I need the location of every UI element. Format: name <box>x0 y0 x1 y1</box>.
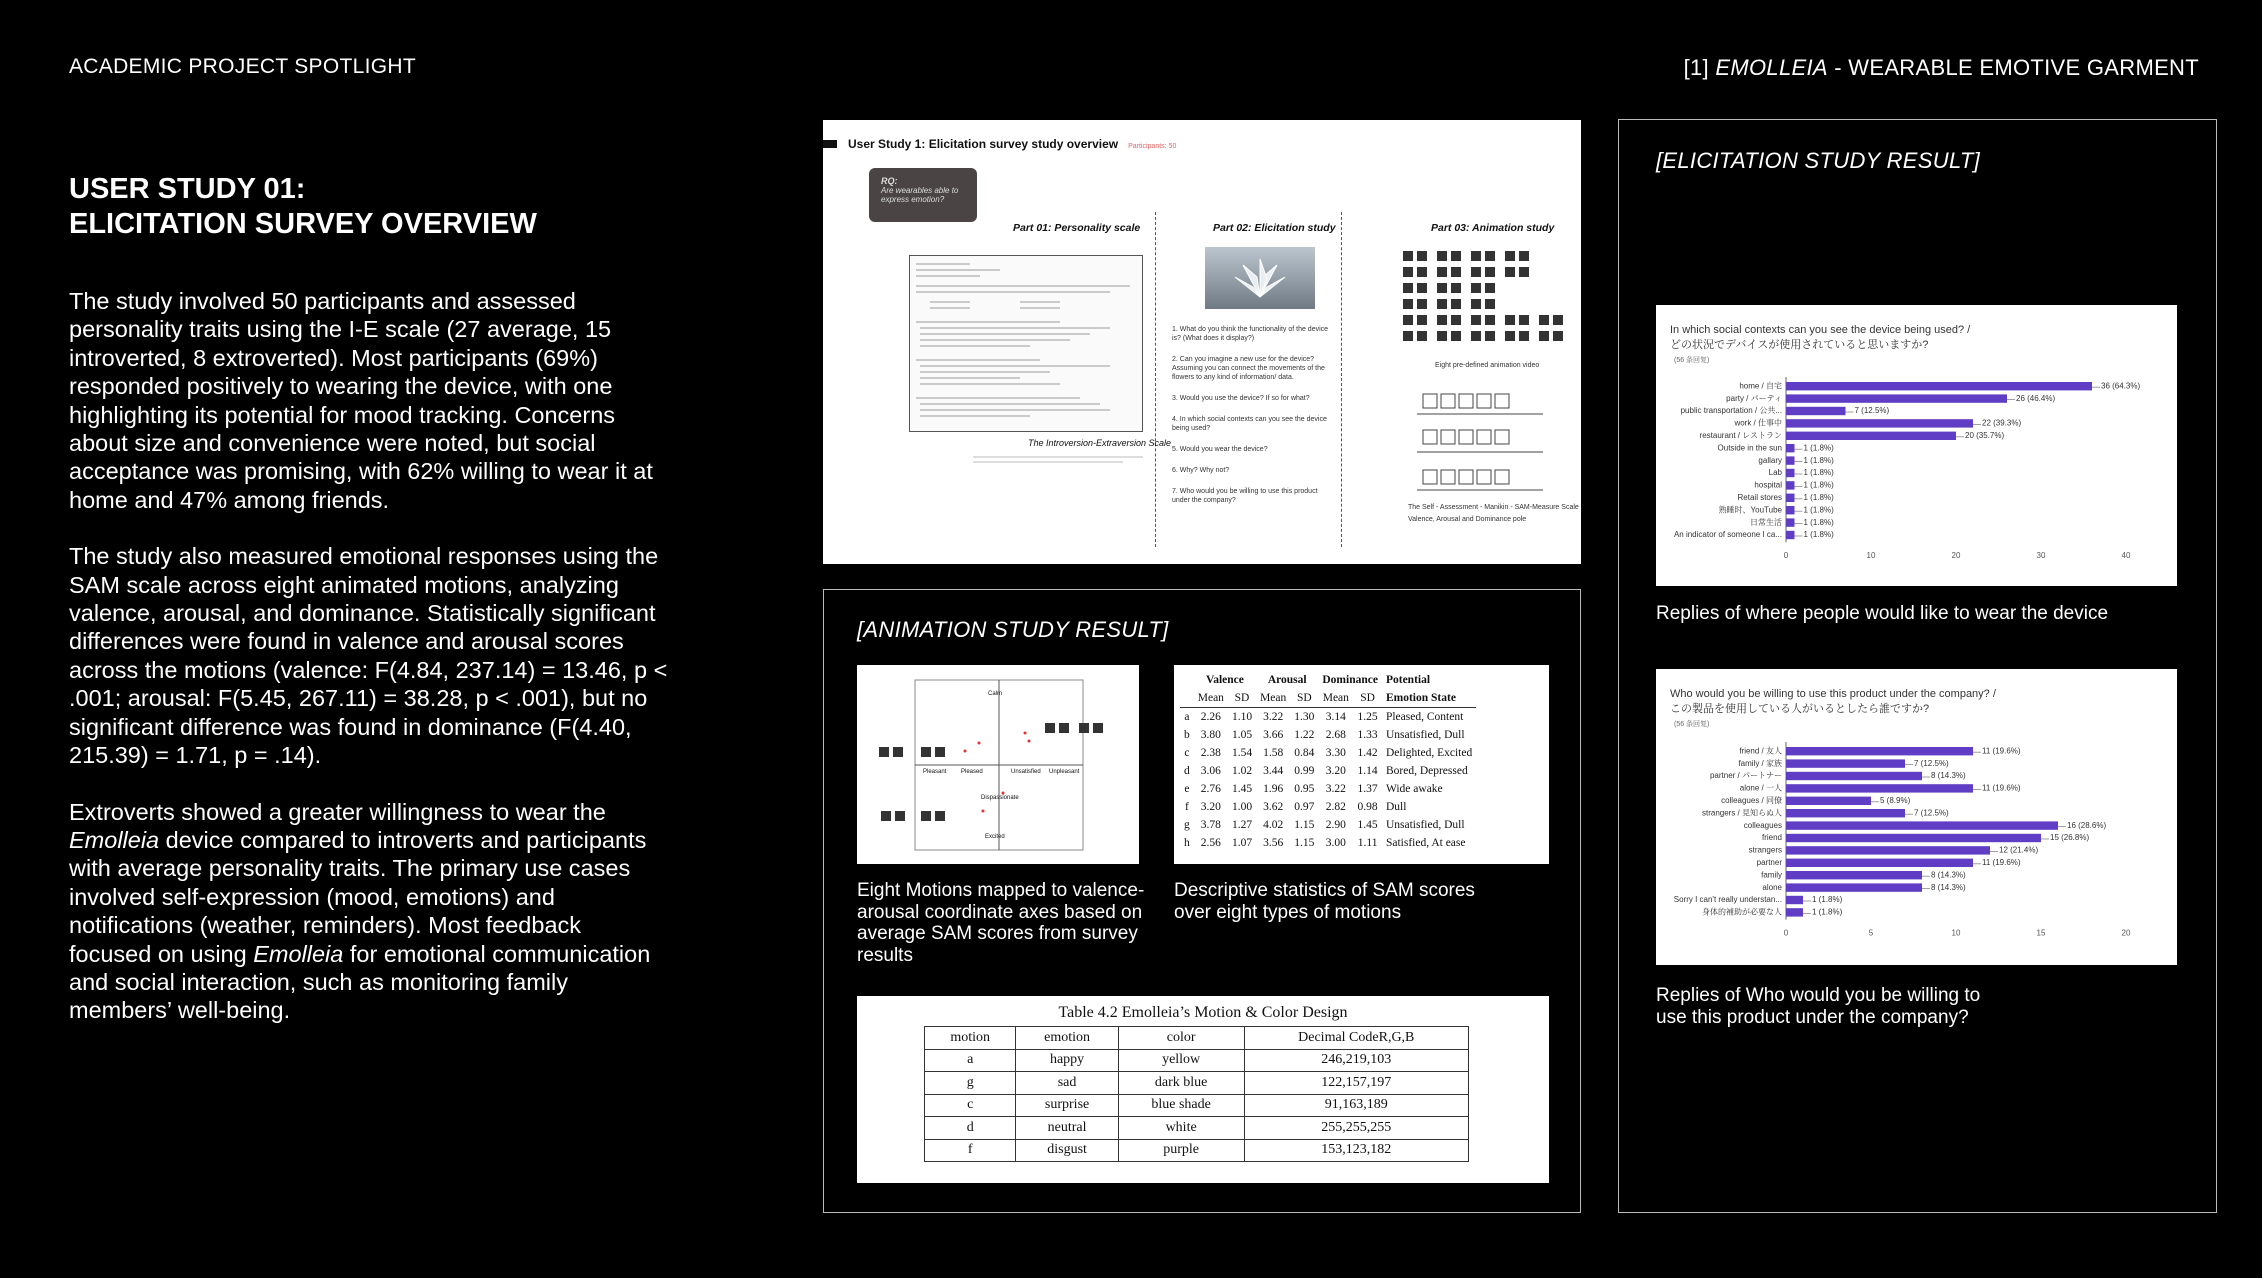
sam-statistics-card <box>1174 665 1549 864</box>
chart-bar <box>1786 834 2041 842</box>
sam-value: 0.84 <box>1294 747 1315 759</box>
chart-category-label: partner / パートナー <box>1709 771 1782 781</box>
chart-tick-label: 20 <box>1951 551 1961 561</box>
slide-participants: Participants: 50 <box>1128 143 1177 150</box>
question-1: 1. What do you think the functionality of the device is? (What does it display?) <box>1172 326 1329 342</box>
chart-title: Who would you be willing to use this product under the company? / <box>1670 688 1996 700</box>
sam-value: 3.62 <box>1263 801 1284 813</box>
chart-value-label: 1 (1.8%) <box>1803 493 1834 503</box>
chart-value-label: 1 (1.8%) <box>1803 455 1834 465</box>
sam-motion-id: a <box>1184 711 1190 723</box>
section-title-line2: ELICITATION SURVEY OVERVIEW <box>69 208 537 240</box>
chart-category-label: partner <box>1756 858 1782 868</box>
header-right-suffix: - WEARABLE EMOTIVE GARMENT <box>1827 55 2199 80</box>
sam-motion-id: b <box>1184 729 1190 741</box>
p3-emolleia-2: Emolleia <box>253 940 344 967</box>
va-right-label-1: Unsatisfied <box>1011 769 1041 775</box>
chart-tick-label: 10 <box>1866 551 1876 561</box>
sam-value: 1.15 <box>1294 819 1315 831</box>
sam-value: 3.44 <box>1263 765 1284 777</box>
chart-tick-label: 30 <box>2036 551 2046 561</box>
sam-table-row <box>1180 744 1476 762</box>
motion-header-row <box>925 1027 1469 1050</box>
motion-table-cell: 153,123,182 <box>1244 1139 1468 1162</box>
va-left-label-2: Pleased <box>961 769 983 775</box>
body-paragraph-1: The study involved 50 participants and assessed personality traits using the I-E scale (27 average, 15 introverted, 8 extroverted). Most participants (69%) responded positively to wearing the device, with one highlighting its potential for mood tracking. Concerns about size and convenience were noted, but social acceptance was promising, with 62% willing to wear it at home and 47% among friends. <box>69 288 653 513</box>
question-4: 4. In which social contexts can you see the device being used? <box>1172 416 1327 432</box>
sam-emotion-state: Pleased, Content <box>1385 711 1464 723</box>
sam-value: 0.98 <box>1357 801 1378 813</box>
chart-category-label: colleagues / 同僚 <box>1721 796 1782 806</box>
chart-bar <box>1786 883 1922 891</box>
chart-category-label: hospital <box>1754 480 1782 490</box>
question-6: 6. Why? Why not? <box>1172 467 1230 474</box>
part2-label: Part 02: Elicitation study <box>1213 222 1336 234</box>
chart-value-label: 7 (12.5%) <box>1914 808 1949 818</box>
chart-tick-label: 10 <box>1951 928 1961 938</box>
chart-bar <box>1786 419 1973 427</box>
rq-box <box>869 168 977 222</box>
sam-value: 1.14 <box>1357 765 1378 777</box>
sam-value: 1.05 <box>1231 729 1253 741</box>
elicitation-questions <box>1172 325 1332 505</box>
sam-value: 3.56 <box>1263 837 1284 849</box>
sam-table-row <box>1180 780 1476 798</box>
company-caption: Replies of Who would you be willing to use this product under the company? <box>1656 985 1981 1028</box>
sam-sub-header: Mean <box>1197 692 1224 704</box>
chart-value-label: 1 (1.8%) <box>1803 480 1834 490</box>
sam-sub-header: Mean <box>1260 692 1287 704</box>
chart-category-label: 日常生活 <box>1750 517 1782 527</box>
social-context-caption: Replies of where people would like to wear the device <box>1656 603 2109 624</box>
motion-table-cell: purple <box>1118 1139 1244 1162</box>
va-right-label-2: Unpleasant <box>1049 769 1080 775</box>
chart-bar <box>1786 784 1973 792</box>
motion-table-caption: Table 4.2 Emolleia’s Motion & Color Design <box>1058 1004 1348 1021</box>
chart-bar <box>1786 859 1973 867</box>
sam-value: 3.22 <box>1263 711 1284 723</box>
motion-table-cell: 91,163,189 <box>1244 1094 1468 1117</box>
va-bottom-label: Excited <box>985 834 1005 840</box>
chart-value-label: 36 (64.3%) <box>2101 381 2141 391</box>
sam-value: 1.15 <box>1294 837 1315 849</box>
sam-table-row <box>1180 726 1476 744</box>
section-title <box>69 172 537 242</box>
sam-table-caption: Descriptive statistics of SAM scores over eight types of motions <box>1174 880 1475 923</box>
sam-value: 2.26 <box>1200 711 1221 723</box>
sam-emotion-state: Unsatisfied, Dull <box>1385 819 1465 831</box>
sam-sub-header: SD <box>1234 692 1250 704</box>
chart-value-label: 16 (28.6%) <box>2067 820 2107 830</box>
questionnaire-thumbnail <box>909 255 1143 432</box>
motion-table-cell: neutral <box>1016 1117 1118 1140</box>
sam-emotion-state: Satisfied, At ease <box>1385 837 1466 849</box>
chart-tick-label: 0 <box>1783 928 1789 938</box>
sam-table-body <box>1180 708 1476 853</box>
sam-emotion-state: Delighted, Excited <box>1385 747 1473 759</box>
chart-bar <box>1786 896 1803 904</box>
va-left-label-1: Pleasant <box>923 769 947 775</box>
chart-category-label: alone <box>1762 882 1782 892</box>
chart-note: (56 条回复) <box>1674 357 1710 364</box>
chart-tick-label: 40 <box>2121 551 2131 561</box>
chart-title: In which social contexts can you see the device being used? / <box>1670 324 1971 336</box>
chart-bar <box>1786 759 1905 767</box>
va-top-label: Calm <box>988 691 1003 697</box>
sam-value: 1.37 <box>1357 783 1378 795</box>
motion-table-cell: 255,255,255 <box>1244 1117 1468 1140</box>
chart-bar <box>1786 518 1795 526</box>
study-overview-slide <box>823 120 1581 564</box>
chart-value-label: 1 (1.8%) <box>1812 895 1843 905</box>
sam-value: 0.95 <box>1294 783 1315 795</box>
sam-value: 0.97 <box>1294 801 1315 813</box>
motion-table-cell: f <box>925 1139 1016 1162</box>
motion-table-cell: disgust <box>1016 1139 1118 1162</box>
sam-group-valence: Valence <box>1205 674 1244 686</box>
motion-table-cell: blue shade <box>1118 1094 1244 1117</box>
sam-sub-header: SD <box>1296 692 1312 704</box>
sam-value: 1.30 <box>1294 711 1315 723</box>
sam-sub-header: Emotion State <box>1385 692 1456 704</box>
chart-category-label: strangers / 見知らぬ人 <box>1701 808 1782 818</box>
va-diagram-caption: Eight Motions mapped to valence-arousal coordinate axes based on average SAM scores from survey results <box>857 880 1145 966</box>
chart-value-label: 1 (1.8%) <box>1803 443 1834 453</box>
header-right-emphasis: EMOLLEIA <box>1715 55 1828 80</box>
motion-color-table <box>924 1026 1469 1162</box>
va-center-label: Dispassionate <box>981 795 1019 801</box>
chart-bar <box>1786 494 1795 502</box>
motion-table-cell: yellow <box>1118 1049 1244 1072</box>
chart-bar <box>1786 432 1956 440</box>
sam-emotion-state: Unsatisfied, Dull <box>1385 729 1465 741</box>
motion-table-cell: 122,157,197 <box>1244 1072 1468 1095</box>
chart-bar <box>1786 469 1795 477</box>
chart-value-label: 1 (1.8%) <box>1803 530 1834 540</box>
sam-value: 3.00 <box>1325 837 1346 849</box>
chart-tick-label: 5 <box>1868 928 1874 938</box>
sam-value: 1.45 <box>1231 783 1253 795</box>
chart-bar <box>1786 809 1905 817</box>
sam-value: 1.58 <box>1263 747 1284 759</box>
chart-bar <box>1786 407 1846 415</box>
motion-table-cell: happy <box>1016 1049 1118 1072</box>
chart-bar <box>1786 481 1795 489</box>
chart-bar <box>1786 821 2058 829</box>
chart-category-label: work / 仕事中 <box>1734 418 1782 428</box>
valence-arousal-diagram <box>857 665 1139 864</box>
question-2: 2. Can you imagine a new use for the device? Assuming you can connect the movements of the flowers to any kind of information/ data. <box>1172 356 1325 381</box>
question-7: 7. Who would you be willing to use this product under the company? <box>1172 488 1318 504</box>
flower-device-image <box>1205 247 1315 309</box>
body-paragraph-3 <box>69 798 669 1025</box>
motion-header: emotion <box>1016 1027 1118 1050</box>
sam-value: 3.06 <box>1200 765 1221 777</box>
sam-group-header-row <box>1180 671 1476 689</box>
slide-title <box>848 137 1176 151</box>
sam-motion-id: h <box>1184 837 1190 849</box>
chart-bar <box>1786 747 1973 755</box>
chart-bar <box>1786 846 1990 854</box>
motion-header: color <box>1118 1027 1244 1050</box>
sam-value: 2.38 <box>1200 747 1221 759</box>
sam-value: 1.22 <box>1294 729 1315 741</box>
animation-motions-grid <box>1403 248 1573 348</box>
sam-value: 3.66 <box>1263 729 1284 741</box>
sam-emotion-state: Dull <box>1385 801 1407 813</box>
sam-value: 3.20 <box>1200 801 1221 813</box>
motion-table-cell: 246,219,103 <box>1244 1049 1468 1072</box>
chart-value-label: 8 (14.3%) <box>1931 771 1966 781</box>
sam-value: 1.54 <box>1231 747 1253 759</box>
sam-value: 4.02 <box>1263 819 1284 831</box>
sam-manikin-scale <box>1403 390 1573 510</box>
questionnaire-lines <box>910 256 1142 431</box>
sam-table-row <box>1180 708 1476 727</box>
sam-value: 1.10 <box>1231 711 1253 723</box>
chart-category-label: alone / 一人 <box>1739 783 1782 793</box>
scale-title: The Introversion-Extraversion Scale <box>1028 438 1172 448</box>
sam-value: 1.07 <box>1231 837 1253 849</box>
sam-value: 3.78 <box>1200 819 1221 831</box>
question-3: 3. Would you use the device? If so for what? <box>1172 395 1310 402</box>
header-left-label: ACADEMIC PROJECT SPOTLIGHT <box>69 55 416 78</box>
chart-category-label: 身体的補助が必要な人 <box>1702 907 1782 917</box>
chart-value-label: 26 (46.4%) <box>2016 393 2056 403</box>
part3-label: Part 03: Animation study <box>1431 222 1555 234</box>
chart-category-label: Retail stores <box>1737 493 1782 503</box>
sam-value: 3.14 <box>1325 711 1346 723</box>
sam-value: 2.90 <box>1325 819 1346 831</box>
chart-category-label: strangers <box>1748 845 1782 855</box>
sam-value: 1.45 <box>1357 819 1378 831</box>
sam-value: 3.80 <box>1200 729 1221 741</box>
section-title-line1: USER STUDY 01: <box>69 173 306 205</box>
sam-value: 1.02 <box>1231 765 1253 777</box>
chart-category-label: gallary <box>1758 455 1782 465</box>
sam-value: 2.76 <box>1200 783 1221 795</box>
sam-emotion-state: Wide awake <box>1385 783 1443 795</box>
sam-emotion-state: Bored, Depressed <box>1385 765 1468 777</box>
motion-table-cell: a <box>925 1049 1016 1072</box>
scale-footnote-lines <box>973 454 1143 466</box>
motion-table-cell: dark blue <box>1118 1072 1244 1095</box>
chart-bar <box>1786 444 1795 452</box>
part1-label: Part 01: Personality scale <box>1013 222 1141 234</box>
motion-table-cell: white <box>1118 1117 1244 1140</box>
sam-value: 1.00 <box>1231 801 1253 813</box>
sam-value: 2.82 <box>1325 801 1346 813</box>
chart-category-label: 熟睡时、YouTube <box>1718 505 1782 515</box>
sam-value: 1.42 <box>1357 747 1378 759</box>
sam-group-dominance: Dominance <box>1322 674 1378 686</box>
animation-study-panel <box>823 589 1581 1213</box>
company-chart-svg <box>1656 669 2177 965</box>
chart-subtitle: どの状況でデバイスが使用されていると思いますか? <box>1670 339 1929 351</box>
chart-value-label: 20 (35.7%) <box>1965 431 2005 441</box>
sam-sub-header: Mean <box>1322 692 1349 704</box>
chart-bar <box>1786 456 1795 464</box>
sam-value: 1.27 <box>1231 819 1253 831</box>
chart-bar <box>1786 772 1922 780</box>
p3-part-b: device compared to introverts and participants with average personality traits. The primary use cases involved self-expression (mood, emotions) and notifications (weather, reminders). Most feedback focused on using <box>69 826 647 967</box>
chart-bar <box>1786 506 1795 514</box>
chart-category-label: public transportation / 公共... <box>1680 406 1782 416</box>
company-chart <box>1656 669 2177 965</box>
chart-value-label: 12 (21.4%) <box>1999 845 2039 855</box>
sam-value: 1.25 <box>1357 711 1378 723</box>
motion-table-row <box>925 1117 1469 1140</box>
chart-value-label: 11 (19.6%) <box>1982 746 2021 756</box>
sam-table-row <box>1180 798 1476 816</box>
social-context-chart <box>1656 305 2177 586</box>
slide-title-marker <box>823 140 837 148</box>
motion-table-cell: g <box>925 1072 1016 1095</box>
sam-value: 2.68 <box>1325 729 1346 741</box>
animation-panel-label: [ANIMATION STUDY RESULT] <box>857 617 1169 642</box>
rq-label: RQ: <box>881 176 898 186</box>
sam-motion-id: d <box>1184 765 1190 777</box>
header-right-prefix: [1] <box>1683 55 1716 80</box>
body-text <box>69 287 669 1053</box>
question-5: 5. Would you wear the device? <box>1172 446 1268 453</box>
chart-category-label: restaurant / レストラン <box>1699 431 1782 441</box>
p3-part-c: for emotional communication and social interaction, such as monitoring family members’ well-being. <box>69 940 651 1024</box>
chart-bar <box>1786 871 1922 879</box>
chart-value-label: 1 (1.8%) <box>1803 517 1834 527</box>
chart-note: (56 条回复) <box>1674 721 1710 728</box>
sam-value: 3.30 <box>1325 747 1346 759</box>
sam-sub-corner <box>1180 689 1194 708</box>
chart-bar <box>1786 797 1871 805</box>
chart-category-label: Sorry I can't really understan... <box>1673 895 1782 905</box>
sam-value: 0.99 <box>1294 765 1315 777</box>
motion-header: Decimal CodeR,G,B <box>1244 1027 1468 1050</box>
motion-header: motion <box>925 1027 1016 1050</box>
body-paragraph-2: The study also measured emotional responses using the SAM scale across eight animated motions, analyzing valence, arousal, and dominance. Statistically significant differences were found in valence and arousal scores across the motions (valence: F(4.84, 237.14) = 13.46, p < .001; arousal: F(5.45, 267.11) = 38.28, p < .001), but no significant difference was found in dominance (F(4.40, 215.39) = 1.71, p = .14). <box>69 543 668 769</box>
p3-emolleia-1: Emolleia <box>69 826 160 853</box>
chart-tick-label: 0 <box>1783 551 1789 561</box>
sam-sub-header: SD <box>1360 692 1375 704</box>
flower-icon <box>1205 247 1315 309</box>
sam-value: 1.11 <box>1357 837 1378 849</box>
rq-text: Are wearables able to express emotion? <box>881 186 959 204</box>
sam-value: 3.20 <box>1325 765 1346 777</box>
p3-part-a: Extroverts showed a greater willingness to wear the <box>69 798 606 825</box>
sam-subheader-row <box>1180 689 1476 708</box>
chart-category-label: Outside in the sun <box>1717 443 1782 453</box>
sam-corner <box>1180 671 1194 689</box>
motions-label: Eight pre-defined animation video <box>1435 362 1540 369</box>
chart-category-label: friend / 友人 <box>1739 746 1782 756</box>
divider-2 <box>1341 212 1342 547</box>
sam-group-arousal: Arousal <box>1267 674 1307 686</box>
slide-title-text: User Study 1: Elicitation survey study overview <box>848 137 1119 151</box>
chart-category-label: family / 家族 <box>1738 758 1782 768</box>
chart-category-label: Lab <box>1768 468 1782 478</box>
divider-1 <box>1155 212 1156 547</box>
chart-bar <box>1786 394 2007 402</box>
chart-value-label: 22 (39.3%) <box>1982 418 2022 428</box>
sam-scale-sublabel: Valence, Arousal and Dominance pole <box>1408 516 1527 523</box>
chart-value-label: 11 (19.6%) <box>1982 783 2021 793</box>
chart-category-label: friend <box>1761 833 1782 843</box>
chart-bar <box>1786 908 1803 916</box>
sam-statistics-table <box>1180 671 1476 852</box>
motion-table-cell: c <box>925 1094 1016 1117</box>
motion-table-row <box>925 1049 1469 1072</box>
chart-value-label: 5 (8.9%) <box>1880 796 1911 806</box>
sam-value: 3.22 <box>1325 783 1346 795</box>
chart-value-label: 11 (19.6%) <box>1982 858 2021 868</box>
sam-motion-id: g <box>1184 819 1190 831</box>
chart-value-label: 8 (14.3%) <box>1931 882 1966 892</box>
sam-motion-id: c <box>1184 747 1190 759</box>
elicitation-panel-label: [ELICITATION STUDY RESULT] <box>1656 148 1980 173</box>
sam-motion-id: e <box>1184 783 1190 795</box>
chart-category-label: home / 自宅 <box>1739 381 1782 391</box>
chart-category-label: party / パーティ <box>1726 393 1782 403</box>
chart-tick-label: 20 <box>2121 928 2131 938</box>
sam-value: 1.33 <box>1357 729 1378 741</box>
chart-category-label: colleagues <box>1743 820 1782 830</box>
chart-category-label: family <box>1761 870 1782 880</box>
motion-table-cell: d <box>925 1117 1016 1140</box>
motion-table-cell: sad <box>1016 1072 1118 1095</box>
chart-subtitle: この製品を使用している人がいるとしたら誰ですか? <box>1670 703 1930 715</box>
chart-value-label: 8 (14.3%) <box>1931 870 1966 880</box>
sam-value: 1.96 <box>1263 783 1284 795</box>
chart-bar <box>1786 382 2092 390</box>
motion-table-cell: surprise <box>1016 1094 1118 1117</box>
sam-scale-label: The Self - Assessment - Manikin - SAM-Measure Scale <box>1408 504 1579 511</box>
sam-table-row <box>1180 816 1476 834</box>
chart-value-label: 1 (1.8%) <box>1812 907 1843 917</box>
chart-category-label: An indicator of someone I ca... <box>1673 530 1782 540</box>
motion-table-body <box>925 1049 1469 1162</box>
chart-value-label: 15 (26.8%) <box>2050 833 2090 843</box>
sam-group-potential: Potential <box>1385 674 1431 686</box>
header-right-label <box>1684 55 2199 81</box>
motion-color-card <box>857 996 1549 1183</box>
motion-table-row <box>925 1072 1469 1095</box>
motion-table-row <box>925 1094 1469 1117</box>
chart-value-label: 1 (1.8%) <box>1803 468 1834 478</box>
sam-table-row <box>1180 762 1476 780</box>
chart-bar <box>1786 531 1795 539</box>
chart-value-label: 7 (12.5%) <box>1914 758 1949 768</box>
sam-table-row <box>1180 834 1476 852</box>
chart-value-label: 7 (12.5%) <box>1854 406 1890 416</box>
sam-value: 2.56 <box>1200 837 1221 849</box>
motion-table-row <box>925 1139 1469 1162</box>
chart-value-label: 1 (1.8%) <box>1803 505 1834 515</box>
chart-tick-label: 15 <box>2036 928 2046 938</box>
social-context-chart-svg <box>1656 305 2177 586</box>
elicitation-study-panel <box>1618 119 2217 1213</box>
sam-motion-id: f <box>1184 801 1189 813</box>
